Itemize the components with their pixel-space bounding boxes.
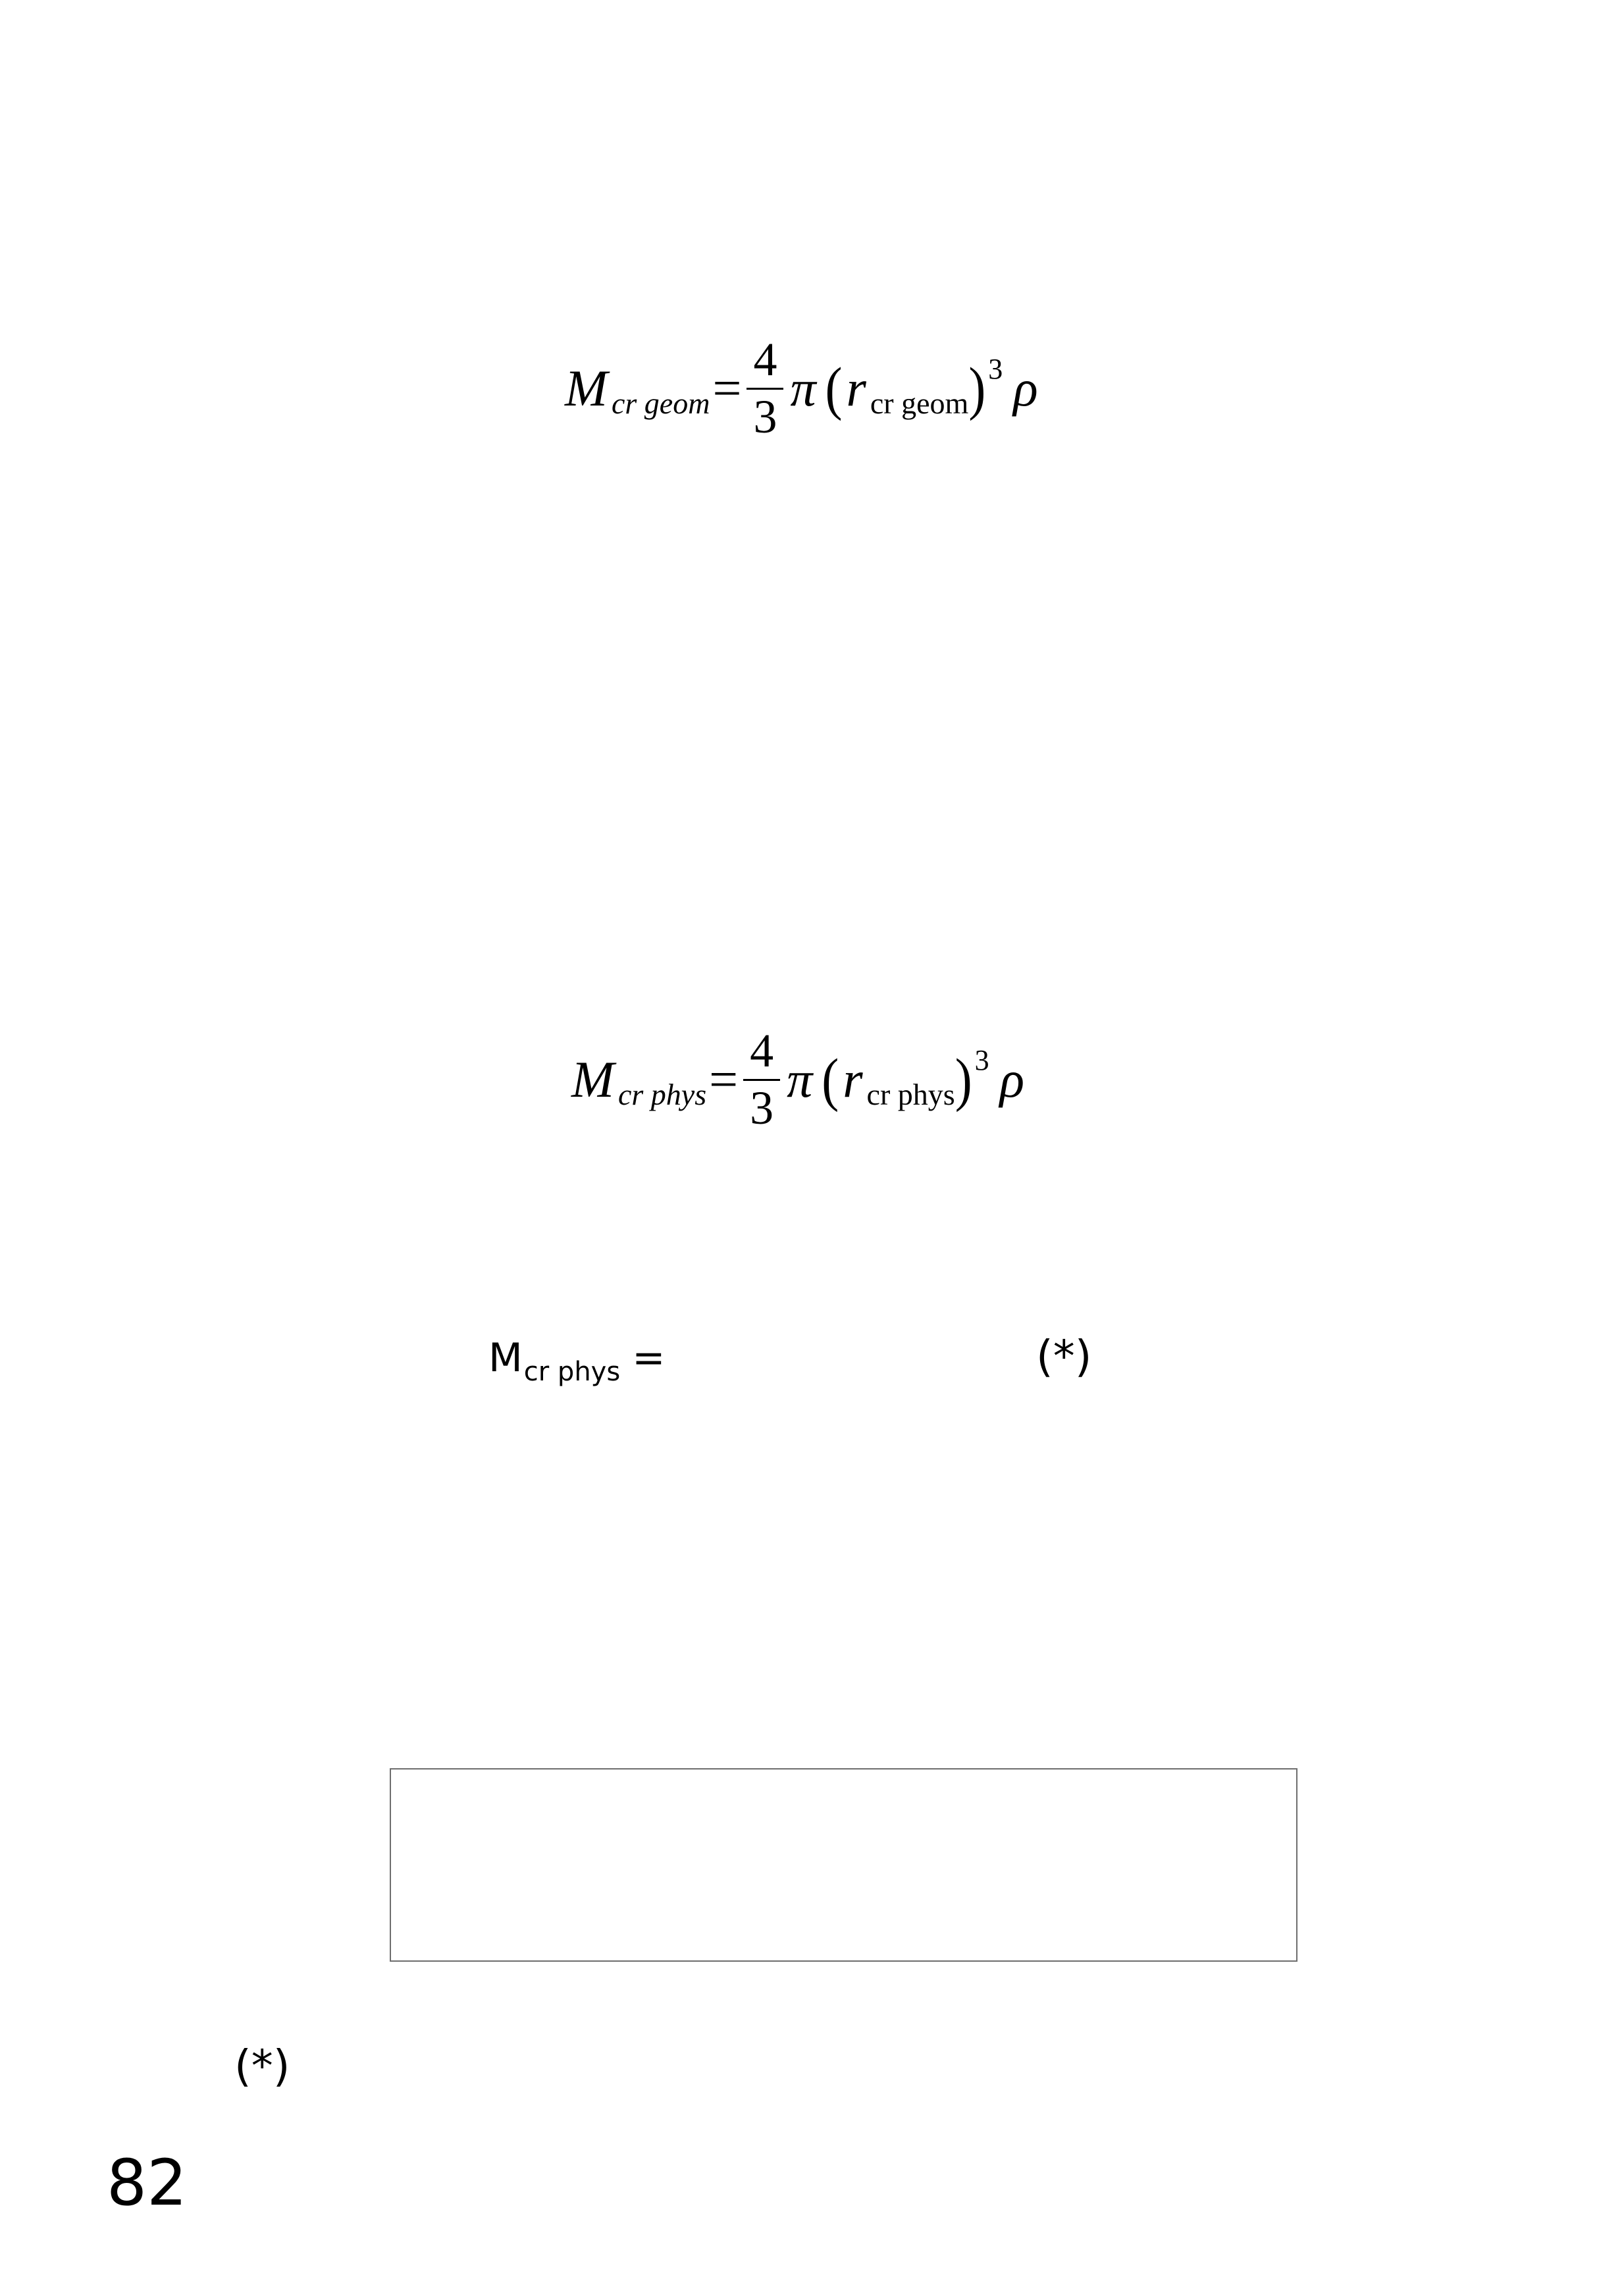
fraction-denominator: 3 [753, 390, 777, 443]
mass-symbol: M [571, 1051, 614, 1108]
fraction-denominator: 3 [750, 1081, 774, 1134]
open-paren: ( [825, 355, 843, 421]
fraction-four-thirds [747, 332, 783, 443]
result-line-label [488, 1335, 666, 1387]
result-symbol: M [488, 1335, 523, 1381]
footnote-marker: (*) [234, 2041, 290, 2091]
mass-subscript: cr geom [611, 386, 710, 420]
radius-subscript: cr geom [870, 386, 969, 420]
result-footnote-marker: (*) [1036, 1331, 1092, 1382]
mass-symbol: M [565, 359, 608, 417]
exponent: 3 [974, 1043, 989, 1076]
fraction-bar [747, 388, 783, 390]
density-symbol: ρ [1013, 359, 1038, 417]
answer-box[interactable] [390, 1768, 1297, 1962]
radius-subscript: cr phys [866, 1077, 955, 1111]
fraction-bar [743, 1079, 780, 1081]
radius-symbol: r [843, 1051, 863, 1108]
result-subscript: cr phys [523, 1357, 621, 1387]
close-paren: ) [955, 1046, 972, 1113]
radius-symbol: r [846, 359, 866, 417]
equation-mass-phys [571, 1014, 1024, 1145]
equals-sign: = [712, 359, 742, 417]
mass-subscript: cr phys [617, 1077, 707, 1111]
page-number: 82 [107, 2146, 188, 2220]
equation-mass-geom [565, 323, 1038, 454]
pi-symbol: π [790, 359, 816, 417]
fraction-four-thirds [743, 1026, 780, 1133]
exponent: 3 [988, 352, 1003, 385]
close-paren: ) [968, 355, 986, 421]
fraction-numerator: 4 [753, 332, 777, 386]
density-symbol: ρ [999, 1051, 1025, 1108]
open-paren: ( [822, 1046, 839, 1113]
pi-symbol: π [787, 1051, 813, 1108]
result-equals: = [632, 1335, 666, 1381]
equals-sign: = [709, 1051, 739, 1108]
fraction-numerator: 4 [750, 1024, 774, 1077]
